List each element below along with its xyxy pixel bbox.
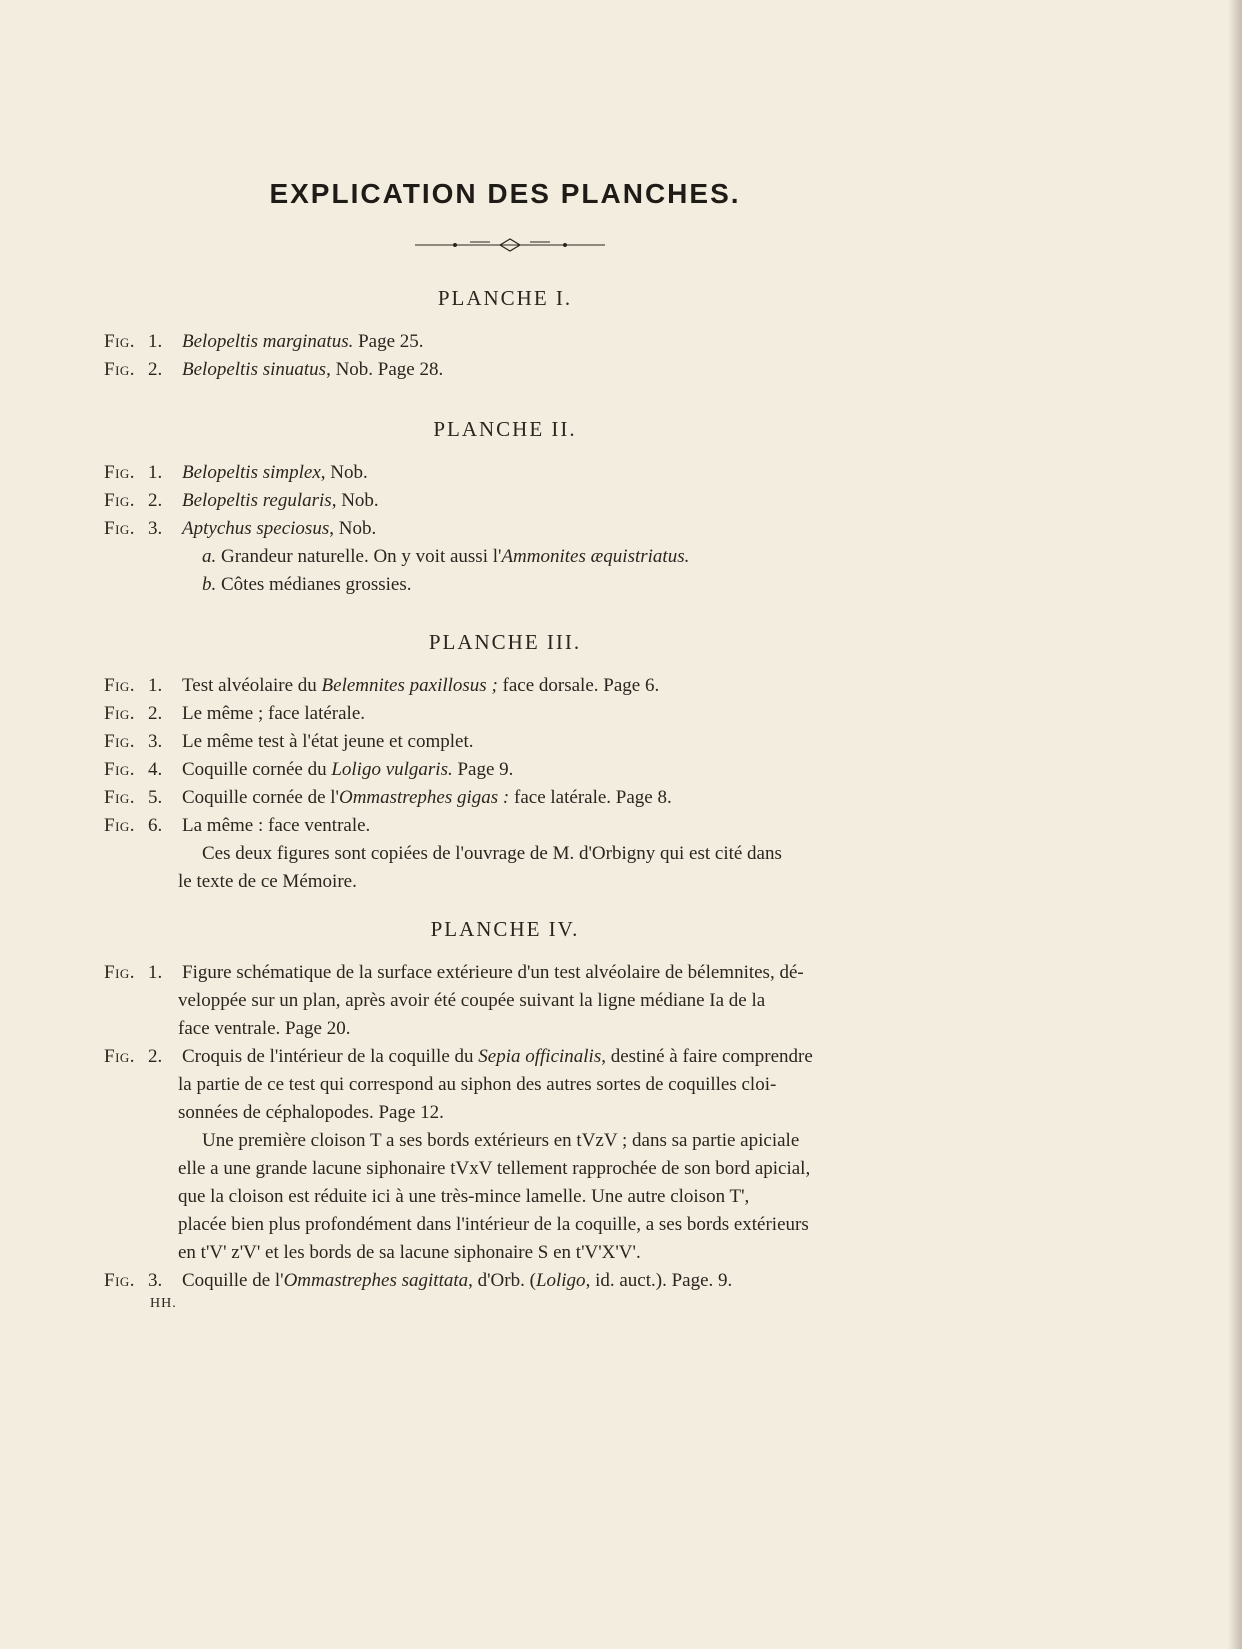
fig-label: Fig. (104, 518, 136, 539)
fig-number: 2. (148, 703, 163, 724)
species-name: Ommastrephes gigas : (338, 787, 510, 808)
p2-note-b (202, 573, 412, 597)
p4-fig2-line3: sonnées de céphalopodes. Page 12. (178, 1102, 444, 1123)
fig-label: Fig. (104, 962, 136, 983)
fig-text: , d'Orb. ( (468, 1270, 536, 1291)
fig-text: Figure schématique de la surface extérieure d'un test alvéolaire de bélemnites, dé- (182, 962, 804, 983)
note-text: Grandeur naturelle. On y voit aussi l' (216, 546, 502, 567)
fig-text: , Nob. (320, 462, 368, 483)
species-name: Belemnites paxillosus ; (321, 675, 498, 696)
p3-fig2 (104, 702, 365, 726)
fig-number: 6. (148, 815, 163, 836)
p3-fig1 (104, 674, 659, 698)
fig-label: Fig. (104, 731, 136, 752)
fig-text: Le même test à l'état jeune et complet. (182, 731, 474, 752)
p4-fig2-line8: en t'V' z'V' et les bords de sa lacune siphonaire S en t'V'X'V'. (178, 1242, 641, 1263)
species-name: Ammonites æquistriatus. (501, 546, 690, 567)
fig-text: Test alvéolaire du (182, 675, 322, 696)
fig-text: face latérale. Page 8. (509, 787, 672, 808)
signature-mark: HH. (150, 1296, 177, 1311)
fig-text: Coquille cornée de l' (182, 787, 339, 808)
p2-note-a (202, 545, 689, 569)
fig-text: , Nob. (329, 518, 377, 539)
note-text: Côtes médianes grossies. (216, 574, 412, 595)
fig-text: Coquille de l' (182, 1270, 284, 1291)
species-name: Loligo vulgaris. (331, 759, 453, 780)
fig-number: 2. (148, 490, 163, 511)
p2-fig2 (104, 489, 379, 513)
fig-text: La même : face ventrale. (182, 815, 371, 836)
p4-fig2-line4: Une première cloison T a ses bords extérieurs en tVzV ; dans sa partie apiciale (202, 1130, 800, 1151)
fig-number: 4. (148, 759, 163, 780)
page-title: EXPLICATION DES PLANCHES. (269, 178, 741, 209)
fig-label: Fig. (104, 462, 136, 483)
plate-heading-3: PLANCHE III. (428, 630, 582, 654)
ornament-divider (415, 238, 605, 252)
fig-text: , id. auct.). Page. 9. (585, 1270, 733, 1291)
fig-label: Fig. (104, 675, 136, 696)
fig-number: 1. (148, 331, 163, 352)
p4-fig2-line6: que la cloison est réduite ici à une très-mince lamelle. Une autre cloison T', (178, 1186, 750, 1207)
species-name: Belopeltis marginatus. (182, 331, 354, 352)
fig-text: , Nob. (331, 490, 379, 511)
fig-number: 3. (148, 731, 163, 752)
p3-fig4 (104, 758, 513, 782)
fig-label: Fig. (104, 815, 136, 836)
fig-text: Le même ; face latérale. (182, 703, 366, 724)
p3-note-line1: Ces deux figures sont copiées de l'ouvrage de M. d'Orbigny qui est cité dans (202, 843, 782, 864)
species-name: Sepia officinalis (478, 1046, 602, 1067)
species-name: Belopeltis simplex (182, 462, 321, 483)
p4-fig2-line5: elle a une grande lacune siphonaire tVxV tellement rapprochée de son bord apicial, (178, 1158, 811, 1179)
p3-fig5 (104, 786, 672, 810)
p2-fig1 (104, 461, 368, 485)
p4-fig2 (104, 1045, 813, 1069)
fig-label: Fig. (104, 703, 136, 724)
fig-text: , destiné à faire comprendre (601, 1046, 813, 1067)
fig-number: 5. (148, 787, 163, 808)
plate-heading-4: PLANCHE IV. (430, 917, 580, 941)
species-name: Belopeltis sinuatus (182, 359, 327, 380)
fig-number: 1. (148, 462, 163, 483)
p4-fig2-line2: la partie de ce test qui correspond au siphon des autres sortes de coquilles cloi- (178, 1074, 777, 1095)
p4-fig2-line7: placée bien plus profondément dans l'intérieur de la coquille, a ses bords extérieurs (178, 1214, 809, 1235)
fig-label: Fig. (104, 759, 136, 780)
fig-text: Coquille cornée du (182, 759, 332, 780)
fig-label: Fig. (104, 490, 136, 511)
p2-fig3 (104, 517, 376, 541)
fig-text: Page 9. (452, 759, 514, 780)
species-name: Belopeltis regularis (182, 490, 332, 511)
species-name: Ommastrephes sagittata (283, 1270, 469, 1291)
p1-fig2 (104, 358, 443, 382)
fig-label: Fig. (104, 787, 136, 808)
p4-fig1 (104, 961, 804, 985)
species-name: Loligo (535, 1270, 586, 1291)
fig-label: Fig. (104, 1270, 136, 1291)
p4-fig3 (104, 1269, 732, 1293)
fig-number: 2. (148, 359, 163, 380)
plate-heading-1: PLANCHE I. (437, 286, 573, 310)
fig-text: face dorsale. Page 6. (497, 675, 660, 696)
p1-fig1 (104, 330, 424, 354)
p4-fig1-line3: face ventrale. Page 20. (178, 1018, 351, 1039)
note-label: b. (202, 574, 217, 595)
p3-fig6 (104, 814, 370, 838)
fig-number: 3. (148, 1270, 163, 1291)
page-edge (1228, 0, 1242, 1649)
fig-label: Fig. (104, 1046, 136, 1067)
p3-fig3 (104, 730, 473, 754)
fig-text: , Nob. Page 28. (326, 359, 444, 380)
fig-number: 1. (148, 962, 163, 983)
fig-text: Page 25. (353, 331, 424, 352)
fig-label: Fig. (104, 331, 136, 352)
fig-number: 3. (148, 518, 163, 539)
p3-note-line2: le texte de ce Mémoire. (178, 871, 357, 892)
fig-text: Croquis de l'intérieur de la coquille du (182, 1046, 479, 1067)
species-name: Aptychus speciosus (182, 518, 330, 539)
note-label: a. (202, 546, 217, 567)
fig-number: 1. (148, 675, 163, 696)
plate-heading-2: PLANCHE II. (433, 417, 577, 441)
fig-label: Fig. (104, 359, 136, 380)
fig-number: 2. (148, 1046, 163, 1067)
p4-fig1-line2: veloppée sur un plan, après avoir été coupée suivant la ligne médiane Ia de la (178, 990, 766, 1011)
